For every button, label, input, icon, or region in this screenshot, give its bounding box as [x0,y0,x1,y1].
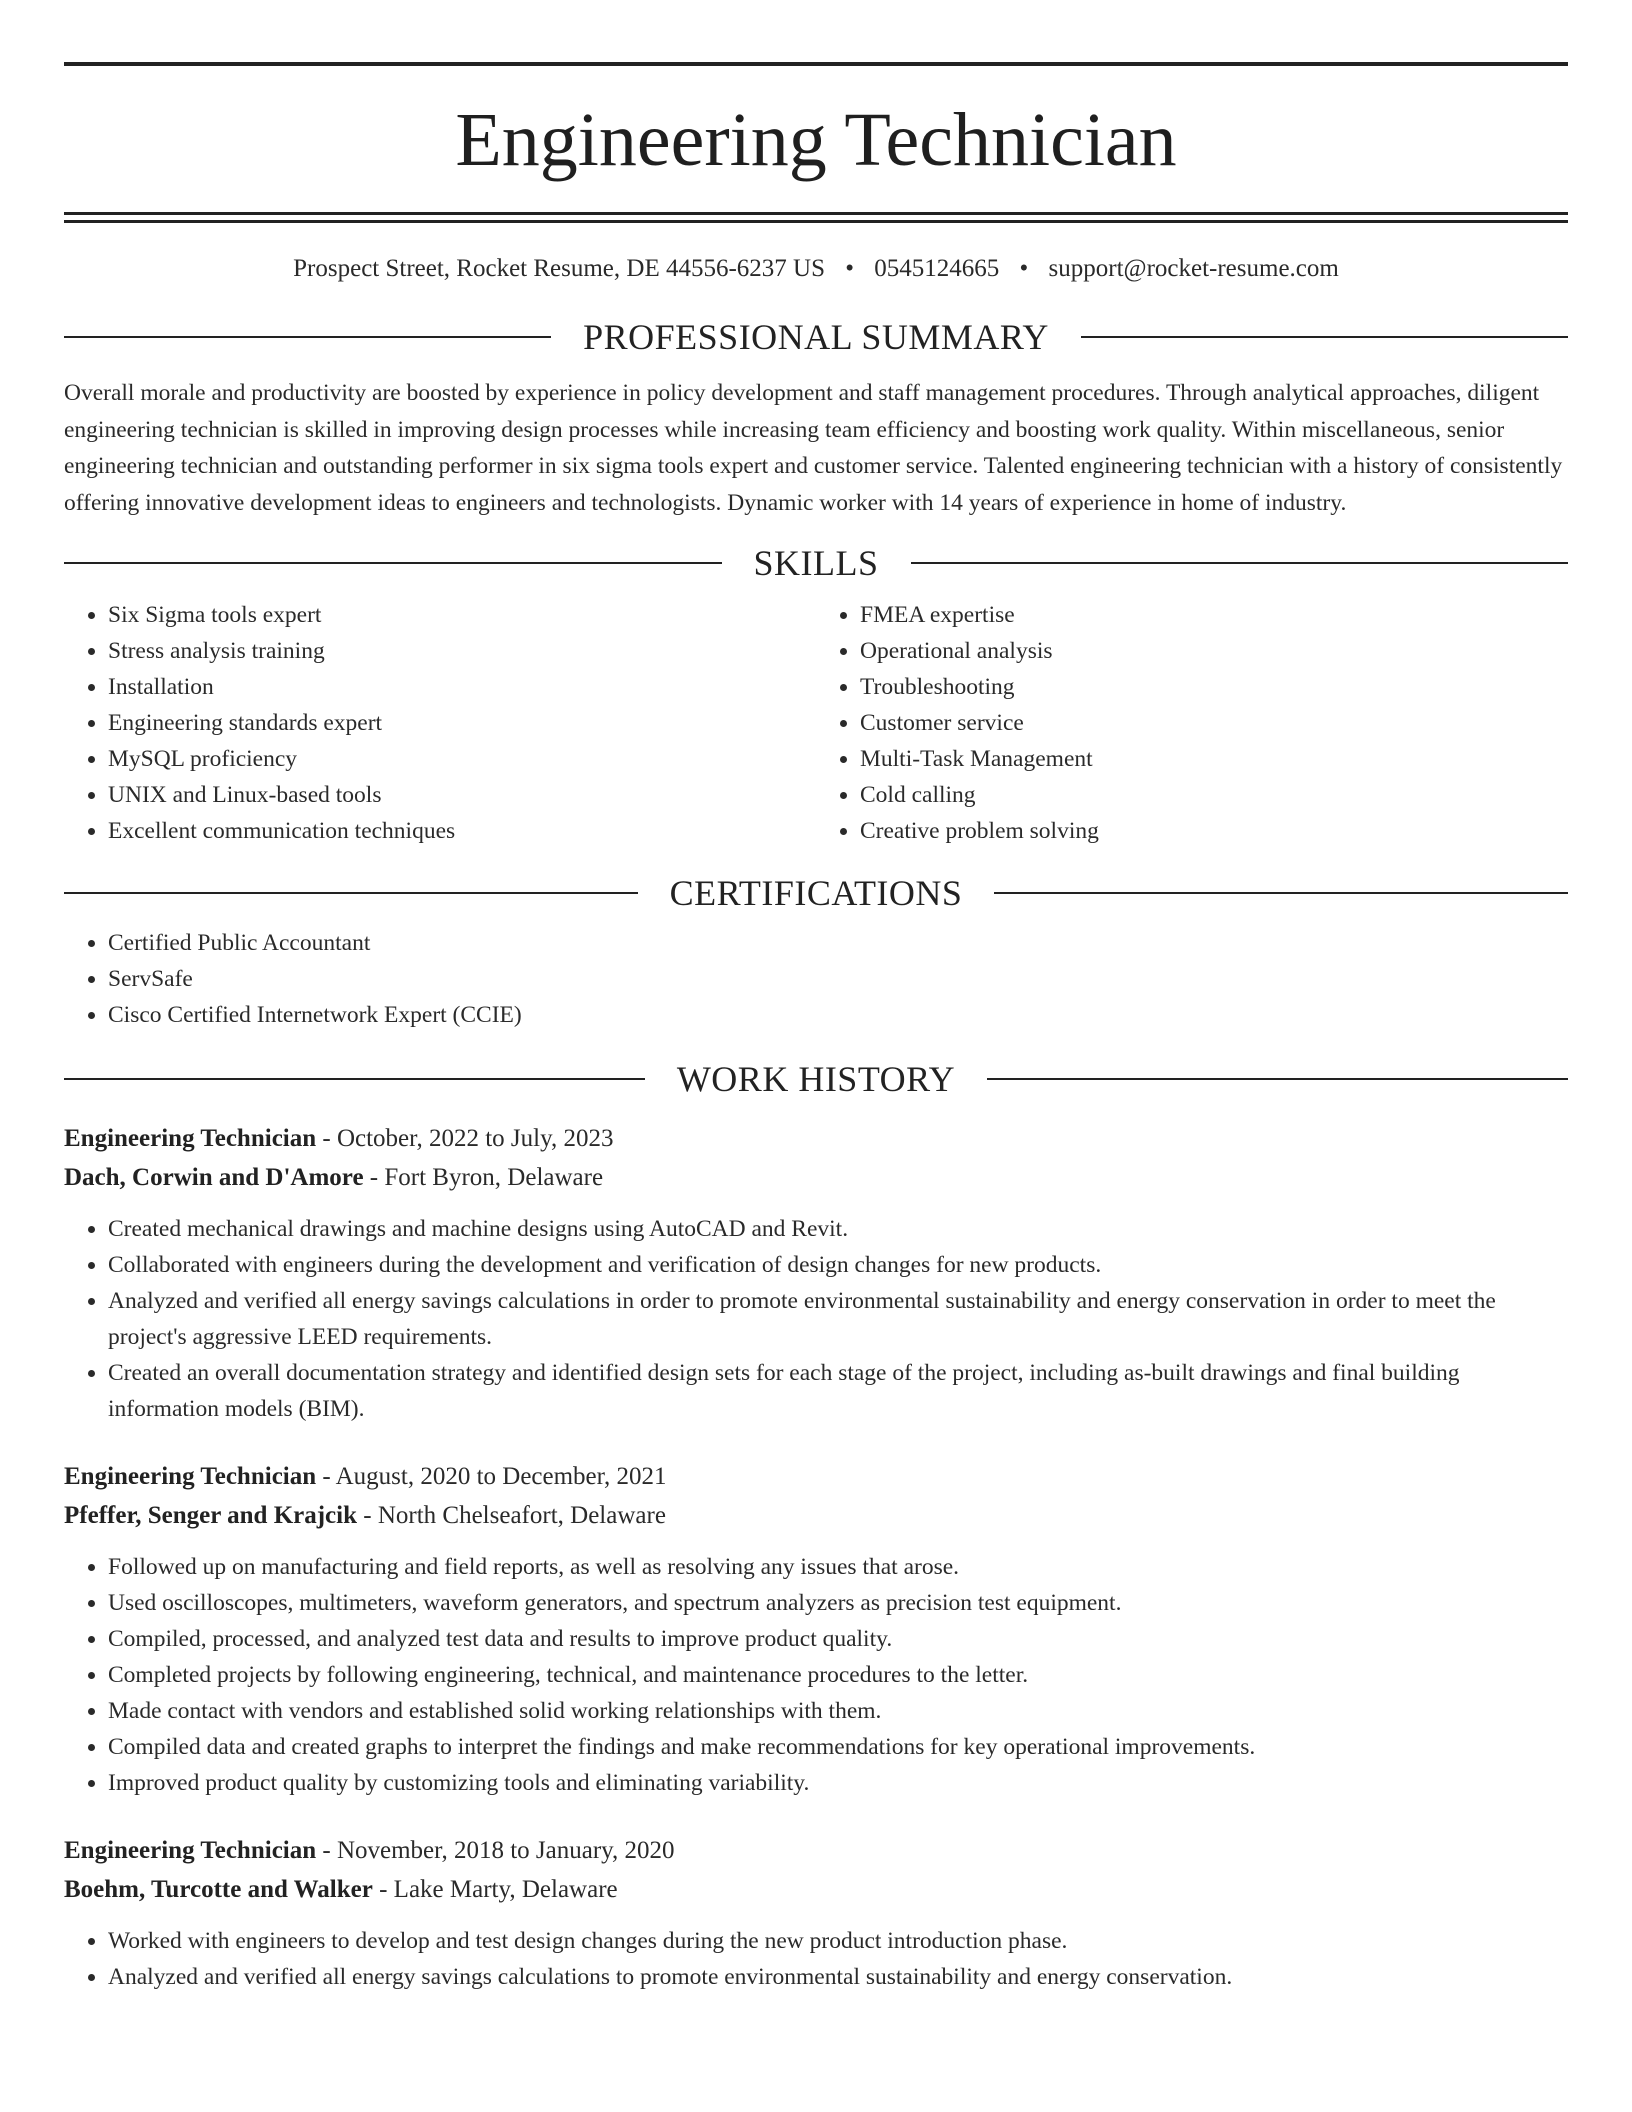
job-bullet: • Analyzed and verified all energy savings calculations in order to promote environmental sustainability and energy conservation in order to meet the project's aggressive LEED requirements. [108,1283,1568,1355]
job-entry [64,1831,1568,1995]
job-title: Engineering Technician [64,1125,317,1152]
job-bullet: • Created an overall documentation strategy and identified design sets for each stage of the project, including as-built drawings and final building information models (BIM). [108,1355,1568,1427]
skill-item: • Six Sigma tools expert [108,597,816,633]
section-title: SKILLS [753,543,879,583]
contact-address: Prospect Street, Rocket Resume, DE 44556-6237 US [293,255,826,282]
job-bullets [64,1549,1568,1801]
job-title-line [64,1457,1568,1496]
skill-item: • MySQL proficiency [108,741,816,777]
job-bullet: • Compiled data and created graphs to interpret the findings and make recommendations for key operational improvements. [108,1729,1568,1765]
job-dates: - October, 2022 to July, 2023 [316,1125,614,1152]
job-bullet: • Analyzed and verified all energy savings calculations to promote environmental sustainability and energy conservation. [108,1959,1568,1995]
job-company: Dach, Corwin and D'Amore [64,1164,364,1191]
skills-columns [64,597,1568,849]
summary-text: Overall morale and productivity are boosted by experience in policy development and staff management procedures. Through analytical approaches, diligent engineering technician is skilled in improving design processes while increasing team efficiency and boosting work quality. Within miscellaneous, senior engineering technician and outstanding performer in six sigma tools expert and customer service. Talented engineering technician with a history of consistently offering innovative development ideas to engineers and technologists. Dynamic worker with 14 years of experience in home of industry. [64,380,1563,516]
skills-right-column [816,597,1568,849]
skill-item: • Engineering standards expert [108,705,816,741]
contact-phone: 0545124665 [874,255,1000,282]
certification-item: • Certified Public Accountant [108,925,1568,961]
heading-rule-left [64,1078,645,1080]
certifications-heading [64,875,1568,911]
skill-item: • Creative problem solving [860,813,1568,849]
job-location: - Fort Byron, Delaware [363,1164,604,1191]
contact-email: support@rocket-resume.com [1048,255,1339,282]
heading-rule-right [1081,336,1568,338]
work-history-heading [64,1061,1568,1097]
heading-rule-left [64,892,638,894]
contact-separator: • [845,255,855,282]
job-entry [64,1457,1568,1801]
job-bullet: • Completed projects by following engineering, technical, and maintenance procedures to the letter. [108,1657,1568,1693]
skill-item: • Stress analysis training [108,633,816,669]
job-company: Pfeffer, Senger and Krajcik [64,1502,358,1529]
skills-list-right [816,597,1568,849]
job-bullet: • Worked with engineers to develop and test design changes during the new product introduction phase. [108,1923,1568,1959]
skill-item: • FMEA expertise [860,597,1568,633]
job-bullet: • Created mechanical drawings and machine designs using AutoCAD and Revit. [108,1211,1568,1247]
job-bullet: • Used oscilloscopes, multimeters, waveform generators, and spectrum analyzers as precision test equipment. [108,1585,1568,1621]
contact-line [64,255,1568,283]
skill-item: • Installation [108,669,816,705]
job-bullet: • Followed up on manufacturing and field reports, as well as resolving any issues that arose. [108,1549,1568,1585]
heading-rule-right [987,1078,1568,1080]
job-bullet: • Collaborated with engineers during the development and verification of design changes for new products. [108,1247,1568,1283]
section-title: PROFESSIONAL SUMMARY [583,317,1049,357]
certification-item: • ServSafe [108,961,1568,997]
section-title: WORK HISTORY [676,1059,956,1099]
skill-item: • UNIX and Linux-based tools [108,777,816,813]
skill-item: • Customer service [860,705,1568,741]
skills-list-left [64,597,816,849]
heading-rule-left [64,336,551,338]
job-title: Engineering Technician [64,1463,317,1490]
skill-item: • Excellent communication techniques [108,813,816,849]
job-company: Boehm, Turcotte and Walker [64,1876,373,1903]
heading-rule-left [64,562,722,564]
heading-rule-right [994,892,1568,894]
skill-item: • Troubleshooting [860,669,1568,705]
skill-item: • Multi-Task Management [860,741,1568,777]
skills-left-column [64,597,816,849]
job-company-line [64,1870,1568,1909]
section-title: CERTIFICATIONS [669,873,963,913]
name-double-rule [64,212,1568,223]
job-company-line [64,1158,1568,1197]
top-rule [64,62,1568,66]
contact-separator: • [1019,255,1029,282]
job-company-line [64,1496,1568,1535]
summary-heading [64,319,1568,355]
job-title-line [64,1831,1568,1870]
job-dates: - August, 2020 to December, 2021 [316,1463,667,1490]
resume-name: Engineering Technician [455,98,1177,182]
certifications-list [64,925,1568,1033]
job-bullets [64,1923,1568,1995]
job-entry [64,1119,1568,1427]
job-title: Engineering Technician [64,1837,317,1864]
job-bullet: • Made contact with vendors and established solid working relationships with them. [108,1693,1568,1729]
job-bullet: • Improved product quality by customizing tools and eliminating variability. [108,1765,1568,1801]
job-title-line [64,1119,1568,1158]
job-location: - North Chelseafort, Delaware [357,1502,666,1529]
skill-item: • Operational analysis [860,633,1568,669]
heading-rule-right [911,562,1569,564]
job-dates: - November, 2018 to January, 2020 [316,1837,675,1864]
certification-item: • Cisco Certified Internetwork Expert (CCIE) [108,997,1568,1033]
job-bullets [64,1211,1568,1427]
job-bullet: • Compiled, processed, and analyzed test data and results to improve product quality. [108,1621,1568,1657]
skill-item: • Cold calling [860,777,1568,813]
skills-heading [64,545,1568,581]
job-location: - Lake Marty, Delaware [372,1876,618,1903]
